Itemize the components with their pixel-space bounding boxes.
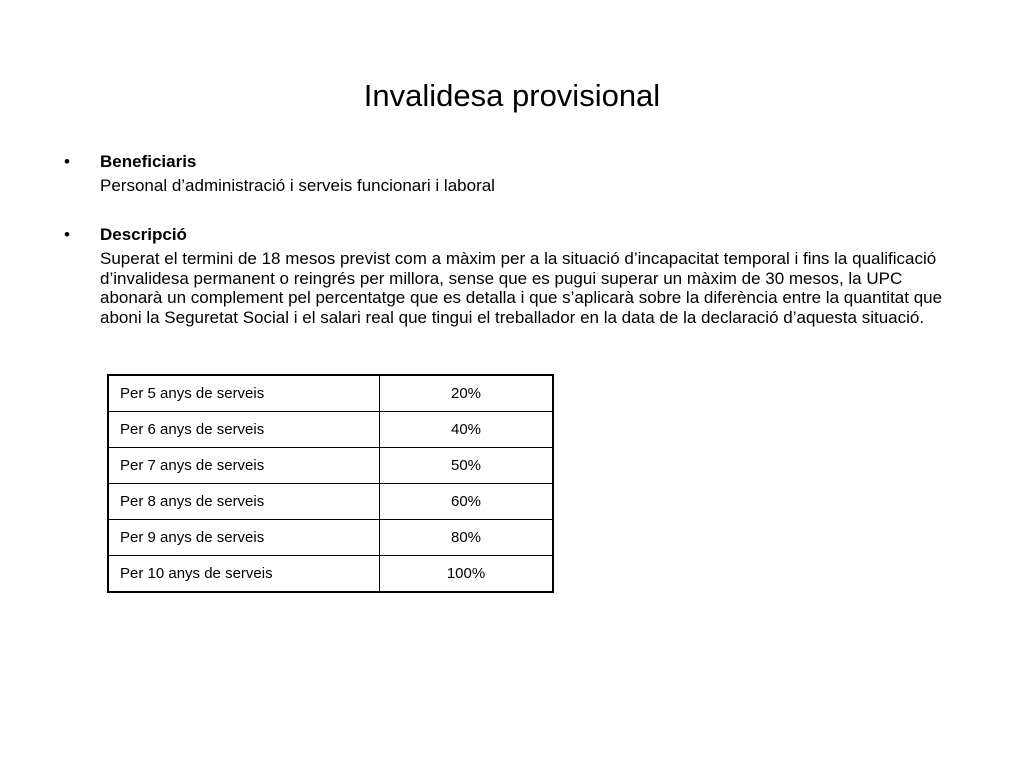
bullet-heading: Descripció <box>100 225 187 244</box>
table-cell-label: Per 9 anys de serveis <box>108 520 380 556</box>
table-cell-label: Per 10 anys de serveis <box>108 556 380 593</box>
bullet-text: Superat el termini de 18 mesos previst com a màxim per a la situació d’incapacitat temporal i fins la qualificació d’invalidesa permanent o reingrés per millora, sense que es pugui superar un màxim de 30 mesos, la UPC abonarà un complement pel percentatge que es detalla i que s’aplicarà sobre la diferència entre la quantitat que aboni la Seguretat Social i el salari real que tingui el treballador en la data de la declaració d’aquesta situació. <box>100 249 943 327</box>
table-cell-label: Per 7 anys de serveis <box>108 448 380 484</box>
table-row <box>108 448 553 484</box>
table-cell-label: Per 6 anys de serveis <box>108 412 380 448</box>
bullet-heading: Beneficiaris <box>100 152 197 171</box>
table-row <box>108 484 553 520</box>
table-cell-value: 20% <box>380 375 554 412</box>
slide-title: Invalidesa provisional <box>363 78 661 113</box>
table-cell-value: 60% <box>380 484 554 520</box>
table-cell-value: 80% <box>380 520 554 556</box>
table-cell-value: 40% <box>380 412 554 448</box>
bullet-marker: • <box>64 152 70 171</box>
table-cell-label: Per 5 anys de serveis <box>108 375 380 412</box>
table-cell-label: Per 8 anys de serveis <box>108 484 380 520</box>
bullet-text: Personal d’administració i serveis funcionari i laboral <box>100 176 495 195</box>
table-row <box>108 412 553 448</box>
table-row <box>108 556 553 593</box>
table-cell-value: 100% <box>380 556 554 593</box>
bullet-marker: • <box>64 225 70 244</box>
table-cell-value: 50% <box>380 448 554 484</box>
percentage-table <box>107 374 554 593</box>
table-row <box>108 375 553 412</box>
table-row <box>108 520 553 556</box>
